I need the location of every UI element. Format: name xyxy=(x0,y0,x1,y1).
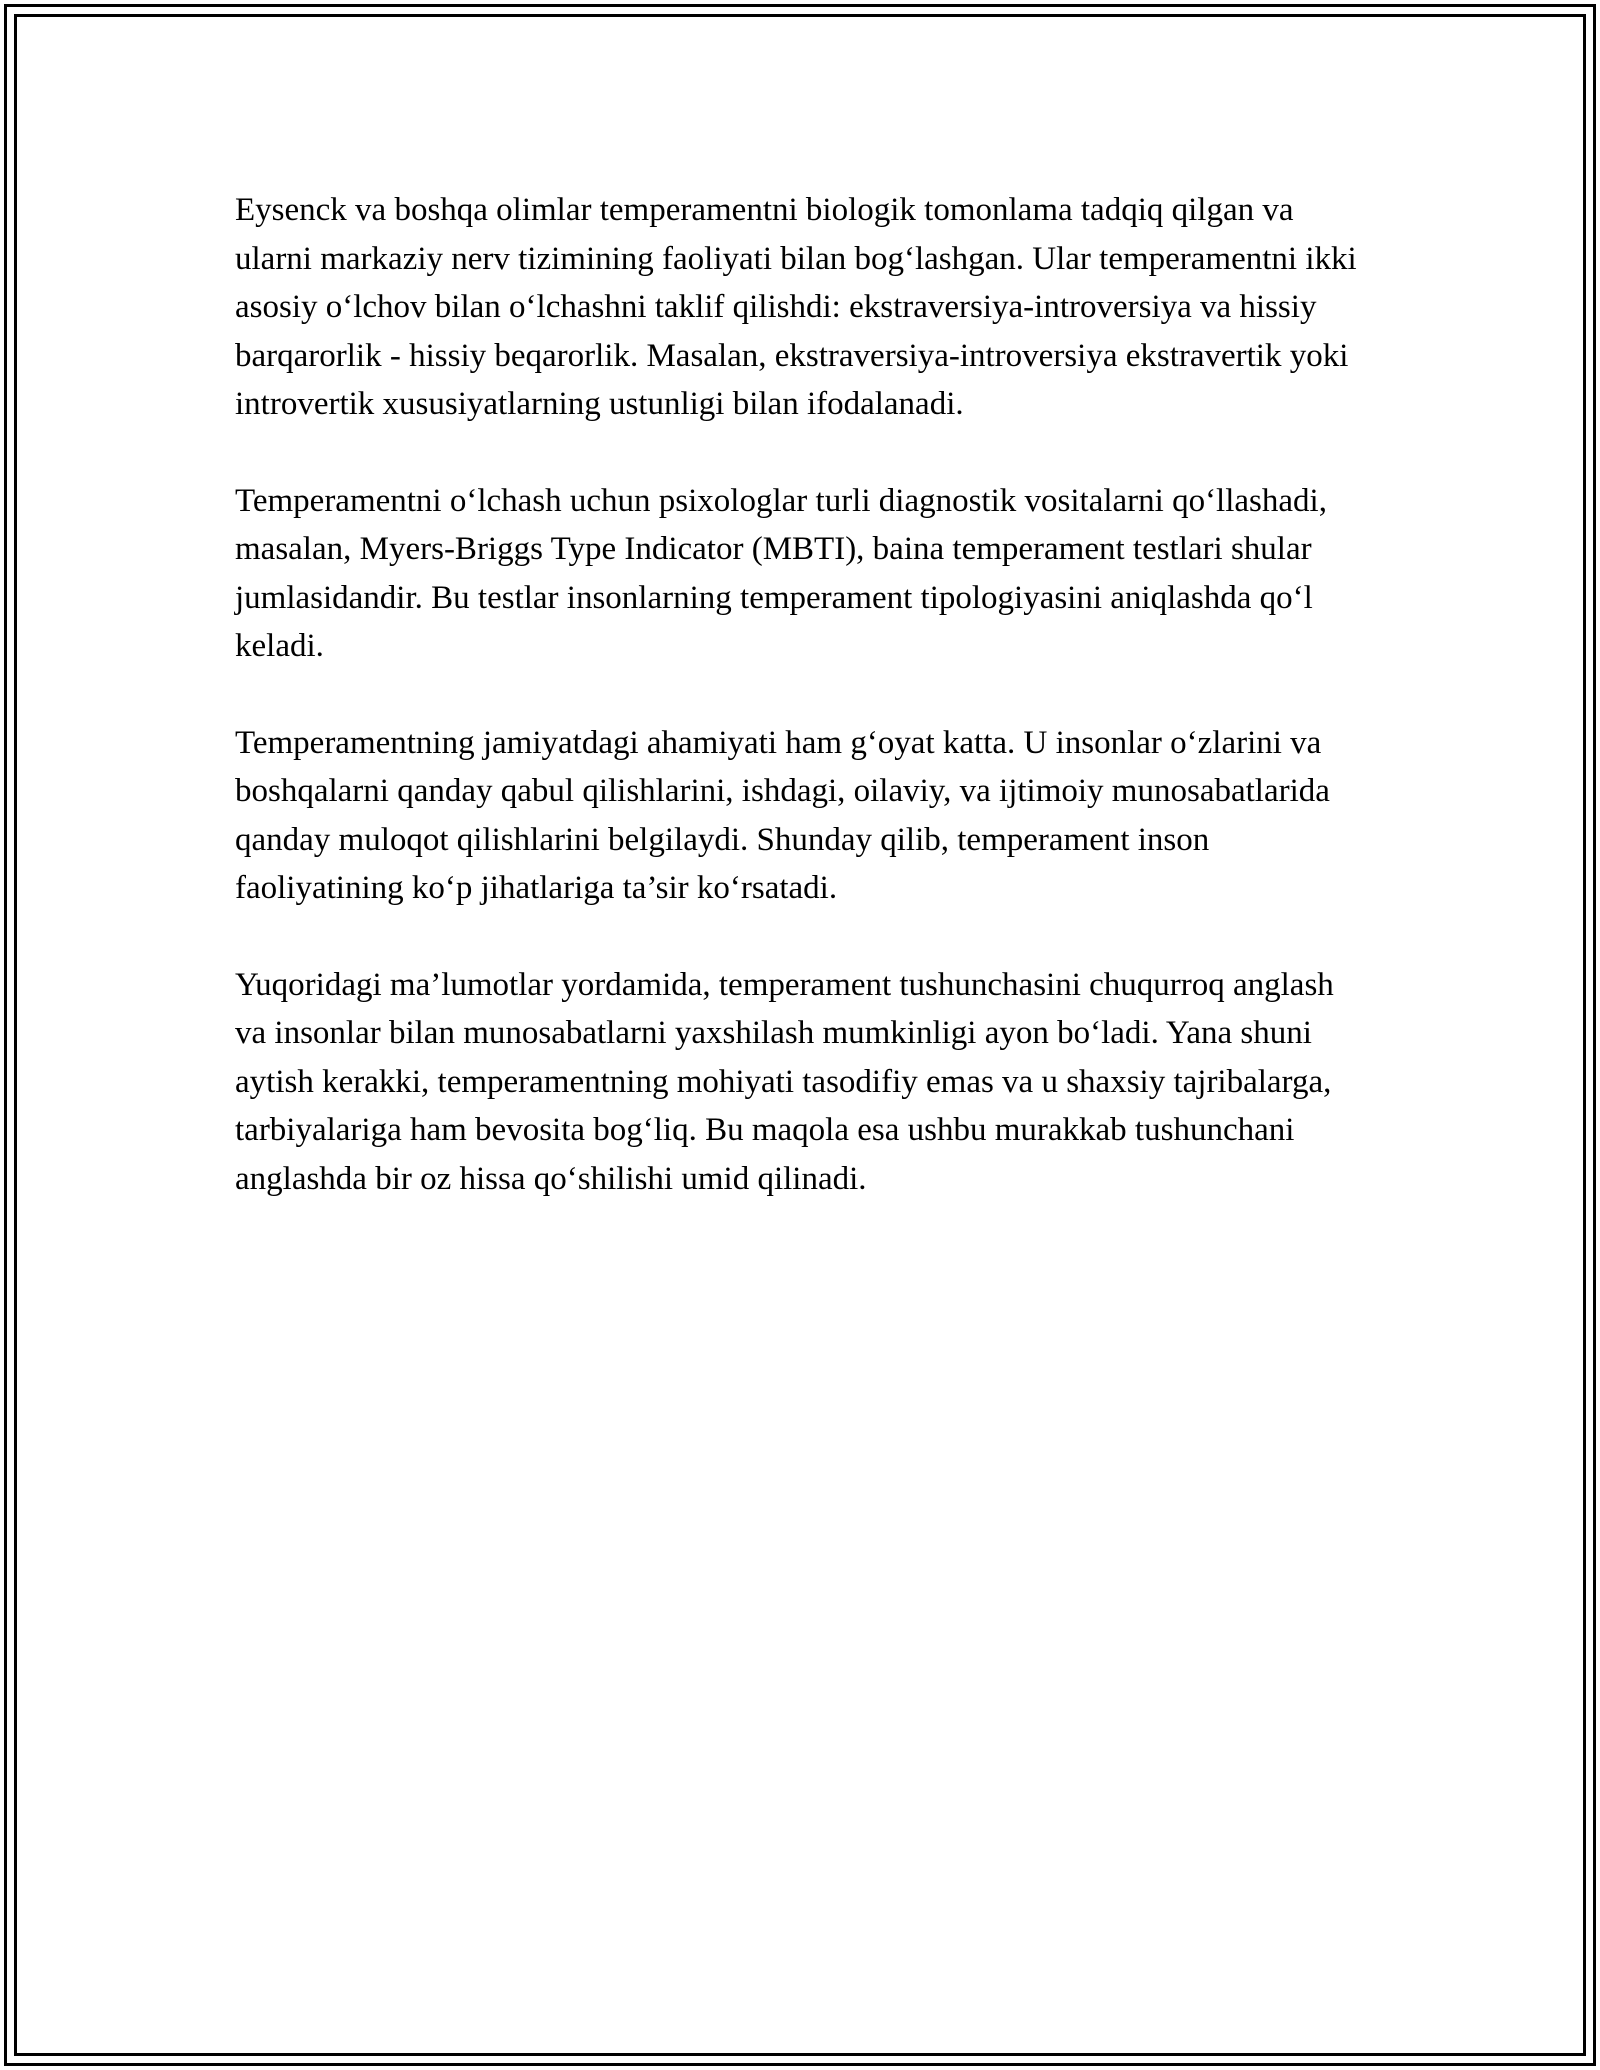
paragraph-society: Temperamentning jamiyatdagi ahamiyati ham g‘oyat katta. U insonlar o‘zlarini va boshqalarni qanday qabul qilishlarini, ishdagi, oilaviy, va ijtimoiy munosabatlarida qanday muloqot qilishlarini belgilaydi. Shunday qilib, temperament inson faoliyatining ko‘p jihatlariga ta’sir ko‘rsatadi. xyxy=(235,724,1330,906)
paragraph-measurement: Temperamentni o‘lchash uchun psixologlar turli diagnostik vositalarni qo‘llashadi, masalan, Myers-Briggs Type Indicator (MBTI), baina temperament testlari shular jumlasidandir. Bu testlar insonlarning temperament tipologiyasini aniqlashda qo‘l keladi. xyxy=(235,482,1327,664)
paragraph-conclusion: Yuqoridagi ma’lumotlar yordamida, temperament tushunchasini chuqurroq anglash va insonlar bilan munosabatlarni yaxshilash mumkinligi ayon bo‘ladi. Yana shuni aytish kerakki, temperamentning mohiyati tasodifiy emas va u shaxsiy tajribalarga, tarbiyalariga ham bevosita bog‘liq. Bu maqola esa ushbu murakkab tushunchani anglashda bir oz hissa qo‘shilishi umid qilinadi. xyxy=(235,966,1334,1197)
document-body xyxy=(235,186,1365,1251)
paragraph-eysenck: Eysenck va boshqa olimlar temperamentni biologik tomonlama tadqiq qilgan va ularni markaziy nerv tizimining faoliyati bilan bog‘lashgan. Ular temperamentni ikki asosiy o‘lchov bilan o‘lchashni taklif qilishdi: ekstraversiya-introversiya va hissiy barqarorlik - hissiy beqarorlik. Masalan, ekstraversiya-introversiya ekstravertik yoki introvertik xususiyatlarning ustunligi bilan ifodalanadi. xyxy=(235,192,1357,422)
